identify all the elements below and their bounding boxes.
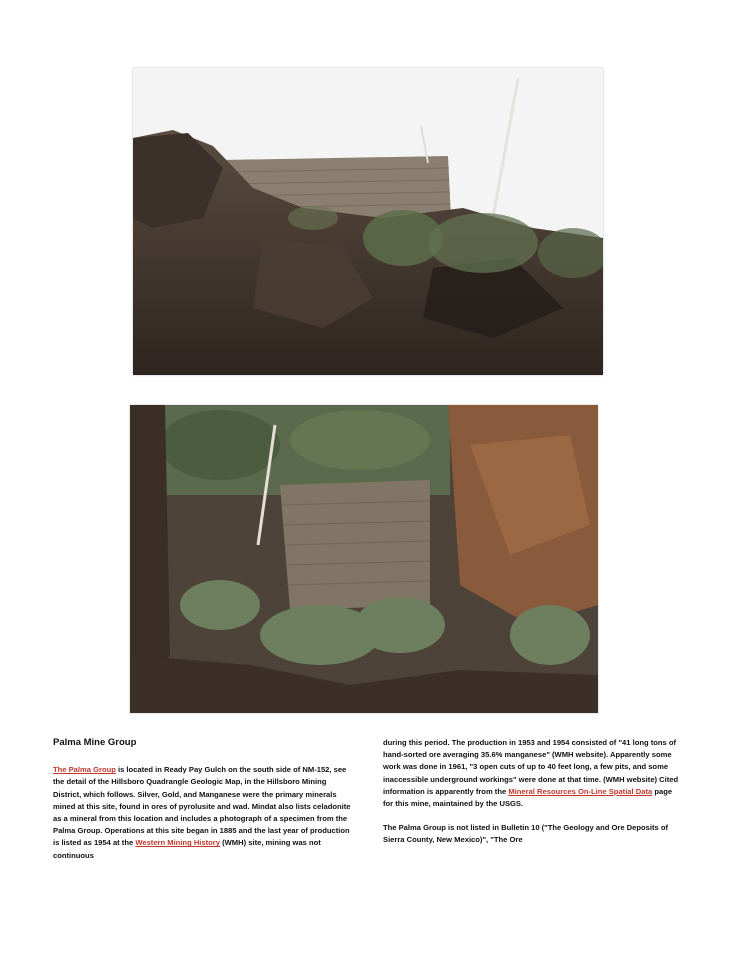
link-mineral-resources-online[interactable]: Mineral Resources On-Line Spatial Data bbox=[508, 786, 653, 796]
paragraph-right-2-text: The Palma Group is not listed in Bulletin 10 ("The Geology and Ore Deposits of Sierra County, New Mexico)", "The Ore bbox=[383, 823, 669, 845]
paragraph-left-1-text-b: (WMH) site, mining was not continuous bbox=[53, 838, 321, 860]
paragraph-left-1-text-a: is located in Ready Pay Gulch on the south side of NM-152, see the detail of the Hillsboro Quadrangle Geologic Map, in the Hillsboro Mining District, which follows. Silver, Gold, and Manganese were the primary minerals mined at this site, found in ores of pyrolusite and wad. Mindat also lists celadonite as a mineral from this location and includes a photograph of a specimen from the Palma Group. Operations at this site began in 1885 and the last year of production is listed as 1954 at the bbox=[53, 765, 351, 848]
paragraph-right-1 bbox=[383, 737, 683, 810]
paragraph-right-1-text-b: page for this mine, maintained by the USGS. bbox=[383, 786, 673, 809]
photo-masonry-wall bbox=[133, 68, 603, 375]
photo-ruined-wall-image bbox=[130, 405, 598, 713]
link-western-mining-history[interactable]: Western Mining History bbox=[135, 838, 220, 848]
text-column-left bbox=[53, 737, 353, 874]
link-palma-group[interactable]: The Palma Group bbox=[53, 765, 116, 775]
paragraph-right-2 bbox=[383, 822, 683, 846]
paragraph-left-1 bbox=[53, 764, 353, 862]
article-heading: Palma Mine Group bbox=[53, 737, 137, 748]
photo-masonry-wall-image bbox=[133, 68, 603, 375]
photo-ruined-wall bbox=[130, 405, 598, 713]
paragraph-right-1-text-a: during this period. The production in 1953 and 1954 consisted of "41 long tons of hand-sorted ore averaging 35.6% manganese" (WMH website). Apparently some work was done in 1961, "3 open cuts of up to 40 feet long, a few pits, and some inaccessible underground workings" were done at that time. (WMH website) Cited information is apparently from the bbox=[383, 738, 679, 796]
text-column-right bbox=[383, 737, 683, 859]
